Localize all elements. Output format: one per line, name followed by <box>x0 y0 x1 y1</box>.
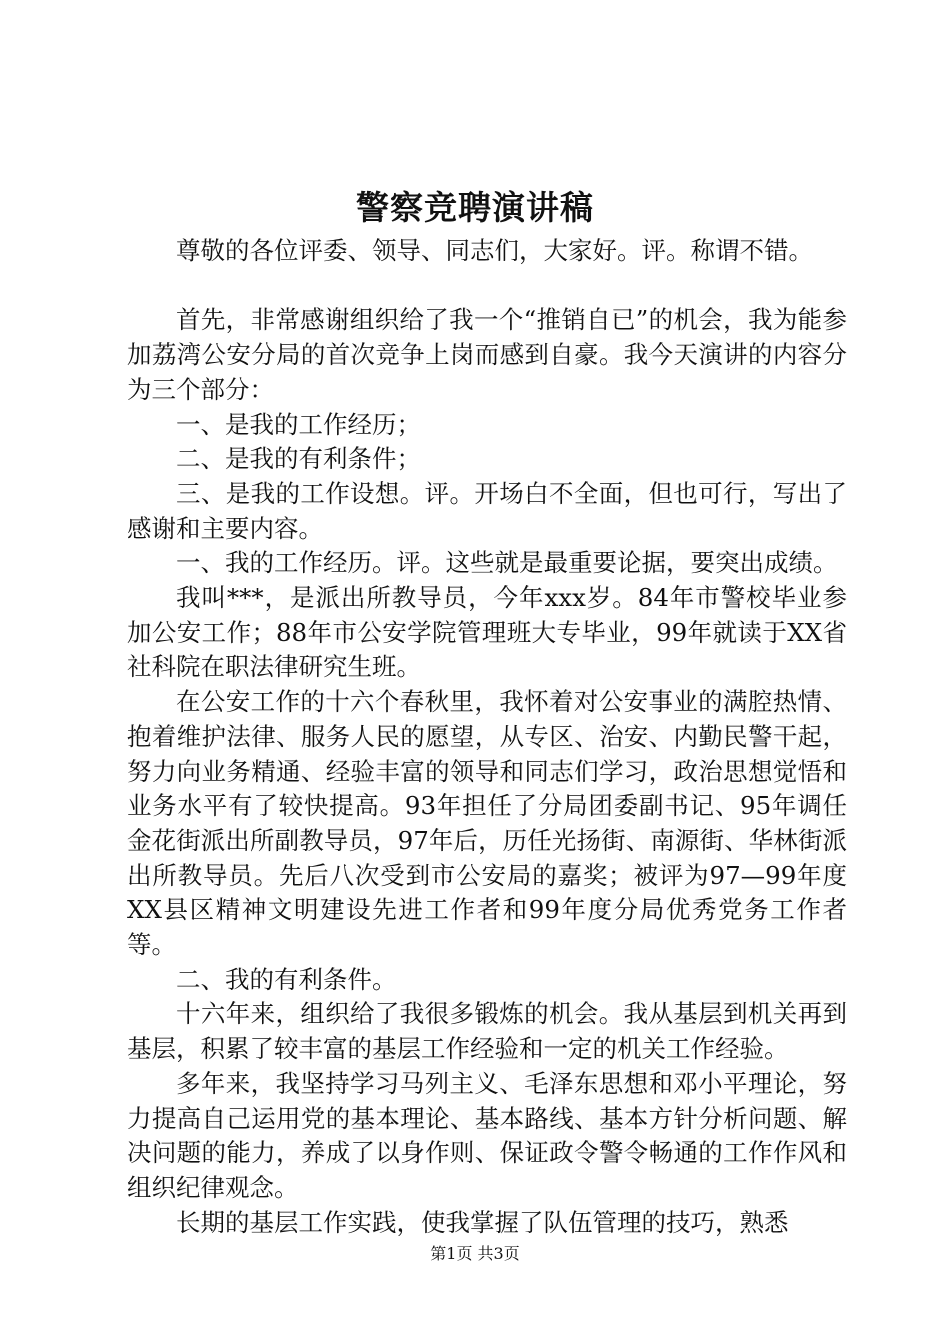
paragraph-opening: 首先，非常感谢组织给了我一个“推销自已”的机会，我为能参加荔湾公安分局的首次竞争上岗而感到自豪。我今天演讲的内容分为三个部分： <box>127 305 847 404</box>
paragraph-study: 多年来，我坚持学习马列主义、毛泽东思想和邓小平理论，努力提高自己运用党的基本理论、基本路线、基本方针分析问题、解决问题的能力，养成了以身作则、保证政令警令畅通的工作作风和组织纪律观念。 <box>127 1068 847 1202</box>
paragraph-practice: 长期的基层工作实践，使我掌握了队伍管理的技巧，熟悉 <box>176 1207 789 1237</box>
paragraph-career-history: 在公安工作的十六个春秋里，我怀着对公安事业的满腔热情、抱着维护法律、服务人民的愿望，从专区、治安、内勤民警干起，努力向业务精通、经验丰富的领导和同志们学习，政治思想觉悟和业务水平有了较快提高。93年担任了分局团委副书记、95年调任金花街派出所副教导员，97年后，历任光扬街、南源街、华林街派出所教导员。先后八次受到市公安局的嘉奖；被评为97—99年度XX县区精神文明建设先进工作者和99年度分局优秀党务工作者等。 <box>127 687 847 960</box>
paragraph-section-2-heading: 二、我的有利条件。 <box>176 964 397 994</box>
paragraph-section-1-heading: 一、我的工作经历。评。这些就是最重要论据，要突出成绩。 <box>176 548 838 578</box>
paragraph-outline-2: 二、是我的有利条件； <box>176 444 421 474</box>
paragraph-experience: 十六年来，组织给了我很多锻炼的机会。我从基层到机关再到基层，积累了较丰富的基层工作经验和一定的机关工作经验。 <box>127 999 847 1064</box>
page-footer: 第1页 共3页 <box>430 1244 520 1263</box>
paragraph-outline-3: 三、是我的工作设想。评。开场白不全面，但也可行，写出了感谢和主要内容。 <box>127 478 847 543</box>
document-title: 警察竞聘演讲稿 <box>356 188 594 227</box>
document-body <box>127 234 847 1240</box>
paragraph-greeting: 尊敬的各位评委、领导、同志们，大家好。评。称谓不错。 <box>176 236 813 265</box>
paragraph-outline-1: 一、是我的工作经历； <box>176 409 421 439</box>
paragraph-introduction: 我叫***，是派出所教导员，今年xxx岁。84年市警校毕业参加公安工作；88年市公安学院管理班大专毕业，99年就读于XX省社科院在职法律研究生班。 <box>127 583 847 682</box>
